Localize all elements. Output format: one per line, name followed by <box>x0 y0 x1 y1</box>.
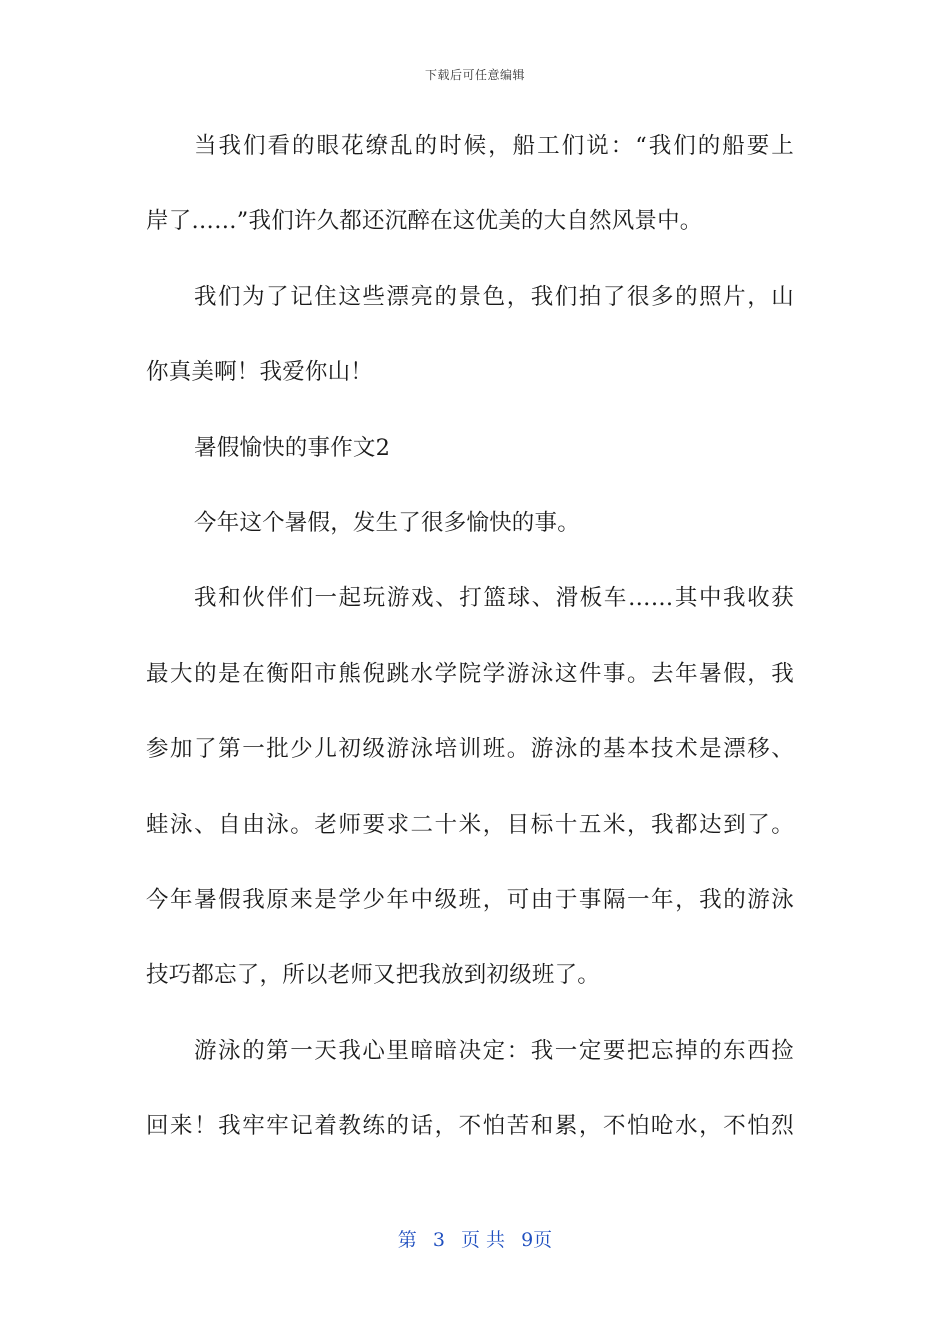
text-line-6: 今年这个暑假，发生了很多愉快的事。 <box>194 509 580 536</box>
text-line-14: 回来！我牢牢记着教练的话，不怕苦和累，不怕呛水，不怕烈 <box>146 1113 794 1140</box>
text-line-12: 技巧都忘了，所以老师又把我放到初级班了。 <box>146 962 601 989</box>
text-line-9: 参加了第一批少儿初级游泳培训班。游泳的基本技术是漂移、 <box>146 736 794 763</box>
page-footer <box>0 1225 950 1252</box>
text-line-3: 我们为了记住这些漂亮的景色，我们拍了很多的照片，山 <box>194 283 794 310</box>
text-line-2: 岸了……”我们许久都还沉醉在这优美的大自然风景中。 <box>146 208 703 235</box>
text-line-4: 你真美啊！我爱你山！ <box>146 359 374 386</box>
text-line-11: 今年暑假我原来是学少年中级班，可由于事隔一年，我的游泳 <box>146 886 794 913</box>
text-line-1: 当我们看的眼花缭乱的时候，船工们说：“我们的船要上 <box>194 133 794 159</box>
text-line-7: 我和伙伴们一起玩游戏、打篮球、滑板车……其中我收获 <box>194 585 794 612</box>
text-line-13: 游泳的第一天我心里暗暗决定：我一定要把忘掉的东西捡 <box>194 1037 794 1064</box>
text-line-10: 蛙泳、自由泳。老师要求二十米，目标十五米，我都达到了。 <box>146 811 794 838</box>
header-note: 下载后可任意编辑 <box>424 68 525 82</box>
footer-prefix: 第 <box>397 1229 417 1251</box>
document-body <box>146 126 794 1181</box>
text-line-8: 最大的是在衡阳市熊倪跳水学院学游泳这件事。去年暑假，我 <box>146 660 794 687</box>
total-pages: 9页 <box>521 1229 553 1251</box>
current-page-number: 3 <box>432 1229 445 1251</box>
essay-title: 暑假愉快的事作文2 <box>194 434 391 461</box>
footer-middle: 页 共 <box>461 1229 506 1251</box>
